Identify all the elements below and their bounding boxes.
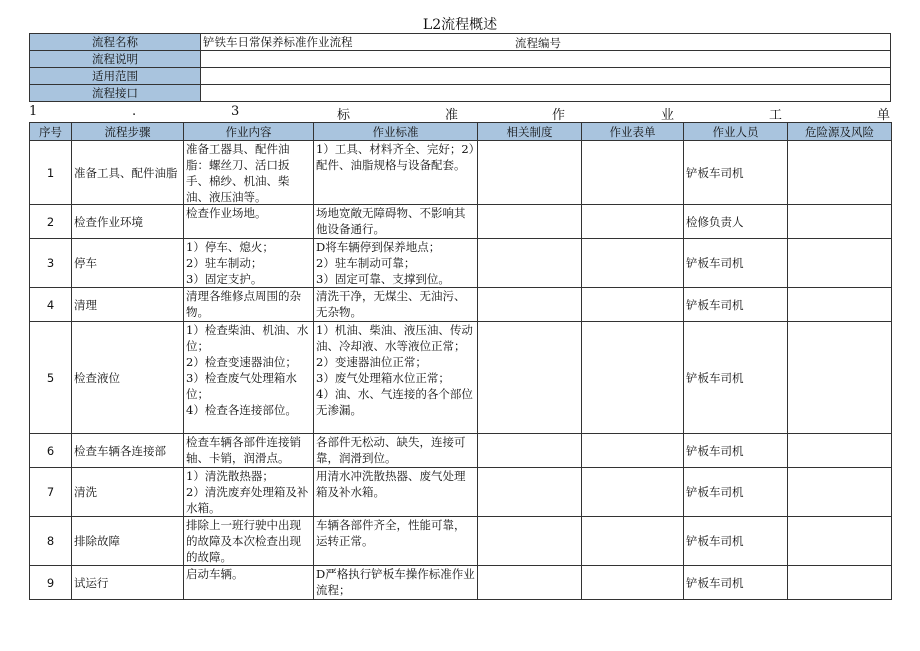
section-char: 3 bbox=[231, 104, 240, 119]
interface-value bbox=[201, 85, 891, 102]
row-risk bbox=[788, 468, 892, 517]
row-no bbox=[30, 288, 72, 322]
row-standard bbox=[314, 566, 478, 600]
row-step bbox=[72, 288, 184, 322]
row-rules bbox=[478, 205, 582, 239]
row-staff bbox=[684, 468, 788, 517]
row-step bbox=[72, 141, 184, 205]
row-form bbox=[582, 288, 684, 322]
row-content bbox=[184, 468, 314, 517]
col-header-no: 序号 bbox=[30, 123, 72, 141]
row-no-text: 6 bbox=[46, 443, 55, 458]
row-rules bbox=[478, 566, 582, 600]
section-char: 1 bbox=[29, 104, 38, 119]
row-no bbox=[30, 239, 72, 288]
row-no-text: 8 bbox=[46, 534, 55, 548]
row-no-text: 7 bbox=[46, 485, 55, 499]
row-risk bbox=[788, 566, 892, 600]
table-row bbox=[30, 468, 892, 517]
row-content-text: 检查作业场地。 bbox=[186, 206, 267, 220]
row-rules bbox=[478, 141, 582, 205]
row-staff-text: 铲板车司机 bbox=[686, 534, 744, 548]
row-step bbox=[72, 205, 184, 239]
table-row bbox=[30, 288, 892, 322]
col-header-risk: 危险源及风险 bbox=[788, 123, 892, 141]
row-standard-text: D将车辆停到保养地点； 2）驻车制动可靠； 3）固定可靠、支撑到位。 bbox=[316, 240, 450, 286]
row-content-text: 1）清洗散热器； 2）清洗废弃处理箱及补水箱。 bbox=[186, 469, 309, 515]
section-char: 工 bbox=[769, 108, 783, 123]
process-name-label: 流程名称 bbox=[30, 34, 201, 51]
section-char: 业 bbox=[661, 108, 675, 123]
row-content bbox=[184, 517, 314, 566]
row-step bbox=[72, 517, 184, 566]
row-no-text: 3 bbox=[46, 256, 55, 270]
process-desc-label: 流程说明 bbox=[30, 51, 201, 68]
row-form bbox=[582, 468, 684, 517]
row-step bbox=[72, 434, 184, 468]
col-header-form: 作业表单 bbox=[582, 123, 684, 141]
row-rules bbox=[478, 434, 582, 468]
row-no-text: 1 bbox=[46, 165, 55, 180]
row-content bbox=[184, 288, 314, 322]
row-standard bbox=[314, 434, 478, 468]
table-row bbox=[30, 566, 892, 600]
col-header-step: 流程步骤 bbox=[72, 123, 184, 141]
row-standard-text: 车辆各部件齐全，性能可靠，运转正常。 bbox=[316, 518, 466, 548]
process-info-table bbox=[29, 33, 891, 102]
row-risk bbox=[788, 239, 892, 288]
row-no bbox=[30, 468, 72, 517]
row-standard bbox=[314, 239, 478, 288]
row-staff bbox=[684, 322, 788, 434]
row-no bbox=[30, 141, 72, 205]
row-risk bbox=[788, 322, 892, 434]
row-standard-text: 用清水冲洗散热器、废气处理箱及补水箱。 bbox=[316, 469, 466, 499]
row-rules bbox=[478, 322, 582, 434]
row-no bbox=[30, 566, 72, 600]
row-step-text: 检查作业环境 bbox=[74, 214, 143, 229]
row-content bbox=[184, 205, 314, 239]
row-no-text: 2 bbox=[46, 214, 55, 229]
row-staff bbox=[684, 205, 788, 239]
row-step-text: 清理 bbox=[74, 297, 97, 312]
process-desc-value bbox=[201, 51, 891, 68]
row-content-text: 清理各维修点周围的杂物。 bbox=[186, 289, 301, 319]
row-step-text: 检查液位 bbox=[74, 370, 120, 385]
row-standard bbox=[314, 141, 478, 205]
row-rules bbox=[478, 239, 582, 288]
col-header-rules: 相关制度 bbox=[478, 123, 582, 141]
section-char: 准 bbox=[445, 108, 459, 123]
row-no-text: 5 bbox=[46, 370, 55, 385]
row-rules bbox=[478, 288, 582, 322]
row-content bbox=[184, 141, 314, 205]
page-title: L2流程概述 bbox=[422, 17, 498, 33]
row-step-text: 清洗 bbox=[74, 485, 97, 499]
col-header-staff: 作业人员 bbox=[684, 123, 788, 141]
row-staff bbox=[684, 566, 788, 600]
row-no-text: 9 bbox=[46, 575, 55, 590]
row-staff-text: 铲板车司机 bbox=[686, 256, 744, 270]
row-form bbox=[582, 517, 684, 566]
row-standard-text: 1）机油、柴油、液压油、传动油、冷却液、水等液位正常； 2）变速器油位正常； 3）废气处理箱水位正常； 4）油、水、气连接的各个部位无渗漏。 bbox=[316, 323, 473, 417]
row-content-text: 检查车辆各部件连接销轴、卡销，润滑点。 bbox=[186, 435, 301, 465]
row-step-text: 检查车辆各连接部 bbox=[74, 443, 166, 458]
row-content-text: 准备工器具、配件油脂：螺丝刀、活口扳手、棉纱、机油、柴油、液压油等。 bbox=[186, 142, 290, 203]
row-step bbox=[72, 468, 184, 517]
row-standard bbox=[314, 517, 478, 566]
row-form bbox=[582, 322, 684, 434]
row-staff bbox=[684, 434, 788, 468]
row-step-text: 准备工具、配件油脂 bbox=[74, 165, 178, 180]
row-no bbox=[30, 517, 72, 566]
row-staff bbox=[684, 288, 788, 322]
row-risk bbox=[788, 288, 892, 322]
row-standard-text: 场地宽敞无障碍物、不影响其他设备通行。 bbox=[316, 206, 466, 236]
col-header-standard: 作业标准 bbox=[314, 123, 478, 141]
row-no bbox=[30, 322, 72, 434]
row-staff-text: 铲板车司机 bbox=[686, 165, 744, 180]
col-header-content: 作业内容 bbox=[184, 123, 314, 141]
row-step-text: 排除故障 bbox=[74, 534, 120, 548]
table-row bbox=[30, 322, 892, 434]
row-standard-text: D严格执行铲板车操作标准作业流程； bbox=[316, 567, 475, 597]
row-content bbox=[184, 239, 314, 288]
row-standard-text: 1）工具、材料齐全、完好；2）配件、油脂规格与设备配套。 bbox=[316, 142, 475, 172]
row-content bbox=[184, 434, 314, 468]
row-content-text: 排除上一班行驶中出现的故障及本次检查出现的故障。 bbox=[186, 518, 301, 564]
row-step-text: 试运行 bbox=[74, 575, 109, 590]
table-row bbox=[30, 517, 892, 566]
process-name-text: 铲铁车日常保养标准作业流程 bbox=[203, 35, 353, 49]
table-row bbox=[30, 434, 892, 468]
row-staff-text: 检修负责人 bbox=[686, 214, 744, 229]
row-step bbox=[72, 239, 184, 288]
scope-value bbox=[201, 68, 891, 85]
row-content bbox=[184, 322, 314, 434]
row-step bbox=[72, 566, 184, 600]
row-no bbox=[30, 205, 72, 239]
row-rules bbox=[478, 517, 582, 566]
scope-label: 适用范围 bbox=[30, 68, 201, 85]
row-standard bbox=[314, 288, 478, 322]
row-standard bbox=[314, 205, 478, 239]
row-standard bbox=[314, 468, 478, 517]
row-standard bbox=[314, 322, 478, 434]
interface-label: 流程接口 bbox=[30, 85, 201, 102]
row-risk bbox=[788, 434, 892, 468]
row-standard-text: 清洗干净，无煤尘、无油污、无杂物。 bbox=[316, 289, 466, 319]
row-staff bbox=[684, 517, 788, 566]
table-header-row bbox=[30, 123, 892, 141]
row-content bbox=[184, 566, 314, 600]
row-risk bbox=[788, 205, 892, 239]
process-name-value bbox=[201, 34, 891, 51]
row-staff bbox=[684, 141, 788, 205]
section-char: 标 bbox=[337, 108, 351, 123]
row-form bbox=[582, 141, 684, 205]
process-code-label: 流程编号 bbox=[515, 36, 561, 50]
row-content-text: 1）停车、熄火； 2）驻车制动； 3）固定支护。 bbox=[186, 240, 274, 286]
row-standard-text: 各部件无松动、缺失，连接可靠，润滑到位。 bbox=[316, 435, 466, 465]
row-content-text: 1）检查柴油、机油、水 位； 2）检查变速器油位； 3）检查废气处理箱水位； 4）检查各连接部位。 bbox=[186, 323, 309, 417]
row-form bbox=[582, 205, 684, 239]
row-staff-text: 铲板车司机 bbox=[686, 297, 744, 312]
table-row bbox=[30, 141, 892, 205]
table-row bbox=[30, 239, 892, 288]
section-char: 作 bbox=[552, 108, 566, 123]
row-staff-text: 铲板车司机 bbox=[686, 443, 744, 458]
work-order-table bbox=[29, 122, 892, 600]
row-staff-text: 铲板车司机 bbox=[686, 575, 744, 590]
row-form bbox=[582, 239, 684, 288]
row-form bbox=[582, 566, 684, 600]
row-no bbox=[30, 434, 72, 468]
row-step bbox=[72, 322, 184, 434]
row-risk bbox=[788, 517, 892, 566]
row-step-text: 停车 bbox=[74, 256, 97, 270]
row-staff bbox=[684, 239, 788, 288]
table-row bbox=[30, 205, 892, 239]
row-form bbox=[582, 434, 684, 468]
row-staff-text: 铲板车司机 bbox=[686, 485, 744, 499]
section-char: . bbox=[132, 104, 137, 119]
section-char: 单 bbox=[877, 108, 891, 123]
section-heading bbox=[29, 104, 891, 123]
row-staff-text: 铲板车司机 bbox=[686, 370, 744, 385]
row-rules bbox=[478, 468, 582, 517]
row-no-text: 4 bbox=[46, 297, 55, 312]
row-content-text: 启动车辆。 bbox=[186, 567, 244, 581]
row-risk bbox=[788, 141, 892, 205]
